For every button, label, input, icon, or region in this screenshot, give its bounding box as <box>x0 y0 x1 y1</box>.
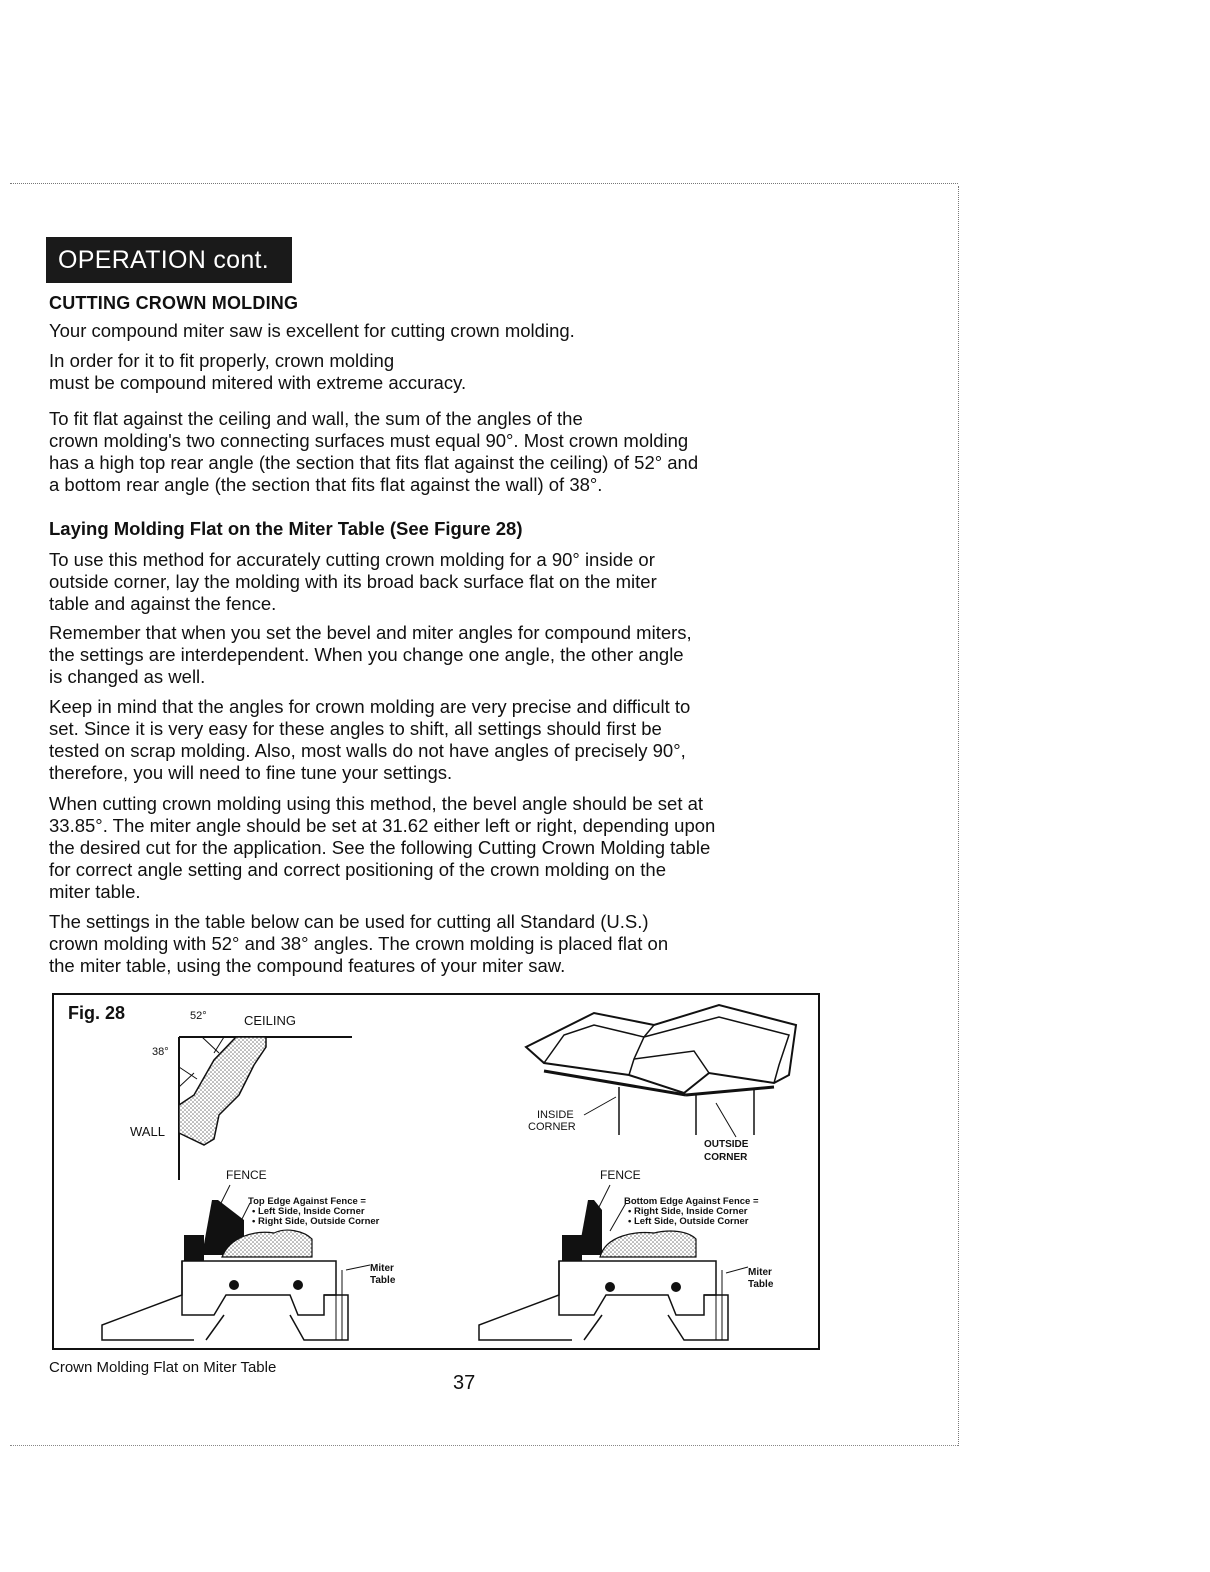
section-header-tab: OPERATION cont. <box>46 237 292 283</box>
subheading-laying-flat: Laying Molding Flat on the Miter Table (See Figure 28) <box>49 518 523 539</box>
paragraph-accuracy: In order for it to fit properly, crown molding must be compound mitered with extreme accuracy. <box>49 350 467 393</box>
right-note-2: • Right Side, Inside Corner <box>628 1206 748 1217</box>
left-note-1: Top Edge Against Fence = <box>248 1196 366 1207</box>
left-note-3: • Right Side, Outside Corner <box>252 1216 380 1227</box>
paragraph-angles: To fit flat against the ceiling and wall, the sum of the angles of the crown molding's two connecting surfaces must equal 90°. Most crown molding has a high top rear angle (the section that fits flat against the ceiling) of 52° and a bottom rear angle (the section that fits flat against the wall) of 38°. <box>49 408 699 495</box>
right-saw-setup <box>479 1168 774 1340</box>
figure-label: Fig. 28 <box>68 1003 126 1023</box>
top-border <box>10 183 958 184</box>
paragraph-method: To use this method for accurately cutting crown molding for a 90° inside or outside corner, lay the molding with its broad back surface flat on the miter table and against the fence. <box>49 549 657 614</box>
paragraph-settings: When cutting crown molding using this method, the bevel angle should be set at 33.85°. The miter angle should be set at 31.62 either left or right, depending upon the desired cut for the application. See the following Cutting Crown Molding table for correct angle setting and correct positioning of the crown molding on the miter table. <box>49 793 716 902</box>
bottom-border <box>10 1445 958 1446</box>
figure-caption: Crown Molding Flat on Miter Table <box>49 1359 277 1376</box>
angle-52-label: 52° <box>190 1010 207 1022</box>
section-title: CUTTING CROWN MOLDING <box>49 293 299 313</box>
inside-label-1: INSIDE <box>537 1109 574 1121</box>
fence-label-right: FENCE <box>600 1168 641 1182</box>
page-number: 37 <box>453 1372 476 1394</box>
paragraph-interdependent: Remember that when you set the bevel and miter angles for compound miters, the settings are interdependent. When you change one angle, the other angle is changed as well. <box>49 622 692 687</box>
outside-label-1: OUTSIDE <box>704 1139 749 1150</box>
left-saw-setup <box>102 1168 396 1340</box>
outside-label-2: CORNER <box>704 1152 748 1163</box>
ceiling-wall-diagram <box>130 1010 352 1180</box>
paragraph-precision: Keep in mind that the angles for crown molding are very precise and difficult to set. Since it is very easy for these angles to shift, all settings should first be tested on scrap molding. Also, most walls do not have angles of precisely 90°, therefore, you will need to fine tune your settings. <box>49 696 691 783</box>
ceiling-label: CEILING <box>244 1013 297 1028</box>
wall-label: WALL <box>130 1124 165 1139</box>
miter-label-4: Table <box>748 1279 774 1290</box>
angle-38-label: 38° <box>152 1046 169 1058</box>
right-border <box>958 186 959 1446</box>
miter-label-2: Table <box>370 1275 396 1286</box>
fence-label-left: FENCE <box>226 1168 267 1182</box>
right-note-3: • Left Side, Outside Corner <box>628 1216 749 1227</box>
paragraph-intro: Your compound miter saw is excellent for cutting crown molding. <box>49 320 575 341</box>
crown-corner-perspective <box>526 1005 796 1163</box>
miter-label-1: Miter <box>370 1263 394 1274</box>
figure-28-diagram <box>54 995 818 1348</box>
inside-label-2: CORNER <box>528 1121 576 1133</box>
miter-label-3: Miter <box>748 1267 772 1278</box>
paragraph-standard: The settings in the table below can be used for cutting all Standard (U.S.) crown molding with 52° and 38° angles. The crown molding is placed flat on the miter table, using the compound features of your miter saw. <box>49 911 669 976</box>
figure-28 <box>52 993 820 1350</box>
right-note-1: Bottom Edge Against Fence = <box>624 1196 759 1207</box>
left-note-2: • Left Side, Inside Corner <box>252 1206 365 1217</box>
